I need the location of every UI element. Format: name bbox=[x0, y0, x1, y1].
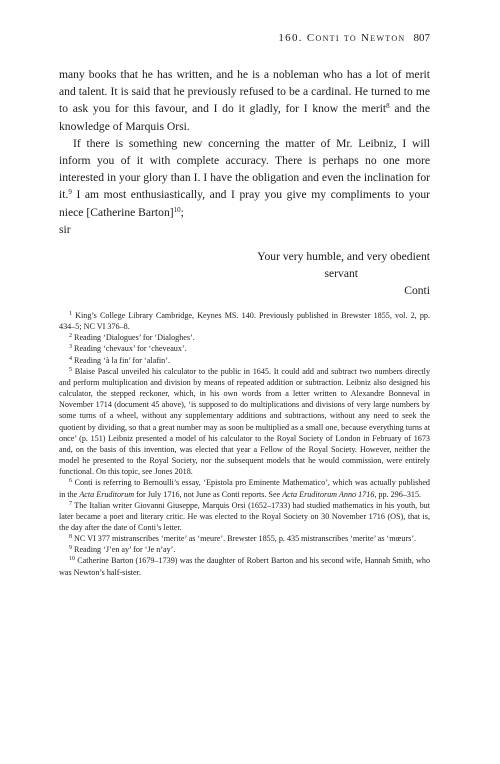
footnote-8: $^8$ NC VI 377 mistranscribes ‘merite’ as ‘meure’. Brewster 1855, p. 435 mistranscribes ‘merite’ as ‘mœurs’. bbox=[69, 534, 417, 544]
closing-formula bbox=[59, 248, 430, 300]
footnotes bbox=[59, 310, 430, 578]
footnote-5: $^5$ Blaise Pascal unveiled his calculator to the public in 1645. It could add and subtract two numbers directly and perform multiplication and division by means of repeated addition or subtraction. Leibniz also designed his calculator, the stepped reckoner, which, in his own words from a letter written to Alexandre Bonneval in November 1714 (document 45 above), ‘is supposed to do multiplications and divisions of very large numbers by some turns of a wheel, without any supplementary additions and subtractions, without any need to seek the quotient by dividing, so that a great number may as soon be multiplied as a small one, because everything turns at once’ (p. 151) Leibniz presented a model of his calculator to the Royal Society of London in February of 1673 and, on the basis of this invention, was elected that year a Fellow of the Royal Society. However, neither the model he presented to the Royal Society, nor the subsequent models that he would commission, were entirely functional. On this topic, see Jones 2018. bbox=[59, 366, 431, 477]
footnote-6: $^6$ Conti is referring to Bernoulli’s essay, ‘Epistola pro Eminente Mathematico’, which was actually published in the Acta Eruditorum for July 1716, not June as Conti reports. See Acta Eruditorum Anno 1716, pp. 296–315. bbox=[59, 478, 430, 499]
footnote-10: $^{10}$ Catherine Barton (1679–1739) was the daughter of Robert Barton and his second wife, Hannah Smith, who was Newton’s half-sister. bbox=[59, 556, 431, 577]
paragraph-2: If there is something new concerning the matter of Mr. Leibniz, I will inform you of it with complete accuracy. There is perhaps no one more interested in your glory than I. I have the obligation and even the inclination for it.$^9$ I am most enthusiastically, and I pray you give my compliments to your niece [Catherine Barton]$^{10}$; bbox=[59, 136, 430, 219]
running-header bbox=[59, 32, 430, 48]
footnote-ref-9: 9 bbox=[68, 188, 72, 197]
footnote-9: $^9$ Reading ‘J’en ay’ for ‘Je n’ay’. bbox=[69, 545, 176, 555]
page-number: 807 bbox=[413, 32, 430, 44]
closing-line-2: servant bbox=[324, 267, 358, 281]
signature: Conti bbox=[404, 284, 430, 298]
footnote-ref-10: 10 bbox=[173, 205, 181, 214]
footnote-ref-8: 8 bbox=[386, 102, 390, 111]
closing-line-1: Your very humble, and very obedient bbox=[257, 250, 430, 264]
salutation: sir bbox=[59, 222, 71, 236]
footnote-7: $^7$ The Italian writer Giovanni Giuseppe, Marquis Orsi (1652–1733) had studied mathematics in his youth, but later became a poet and literary critic. He was elected to the Royal Society on 30 November 1716 (OS), that is, the day after the date of Conti’s letter. bbox=[59, 500, 430, 532]
footnote-2: $^2$ Reading ‘Dialogues’ for ‘Dialoghes’. bbox=[69, 333, 195, 343]
letter-body bbox=[59, 66, 430, 300]
footnote-3: $^3$ Reading ‘chevaux’ for ‘cheveaux’. bbox=[69, 344, 187, 354]
running-title: 160. Conti to Newton bbox=[278, 32, 406, 44]
paragraph-1: many books that he has written, and he is a nobleman who has a lot of merit and talent. It is said that he previously refused to be a cardinal. He turned to me to ask you for this favour, and I do it gladly, for I know the merit$^8$ and the knowledge of Marquis Orsi. bbox=[59, 68, 430, 133]
footnote-1: $^1$ King’s College Library Cambridge, Keynes MS. 140. Previously published in Brewster 1855, vol. 2, pp. 434–5; NC VI 376–8. bbox=[59, 311, 431, 332]
footnote-4: $^4$ Reading ‘à la fin’ for ‘alafin’. bbox=[69, 355, 170, 365]
